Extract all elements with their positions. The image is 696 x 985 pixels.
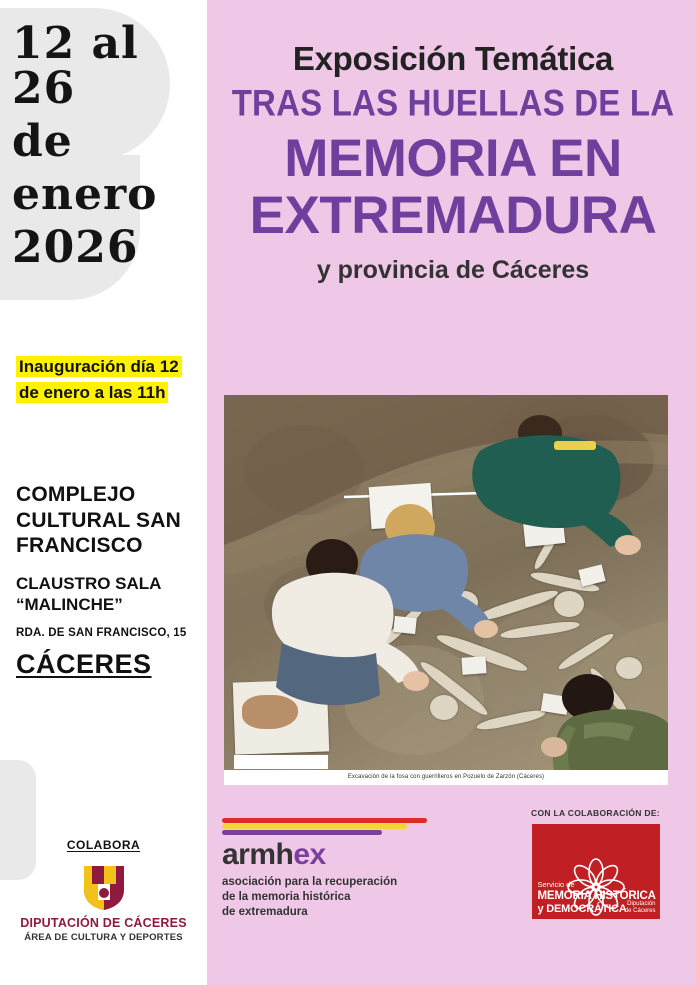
memoria-line-1: Servicio de	[537, 880, 575, 889]
memoria-line-2: MEMORIA HISTÓRICA	[537, 890, 656, 902]
excavation-photo-image	[224, 395, 668, 770]
memoria-line-3: y DEMOCRÁTICA	[537, 903, 627, 915]
photo-caption: Excavación de la fosa con guerrilleros en Pozuelo de Zarzón (Cáceres)	[224, 770, 668, 785]
armhex-wordmark	[222, 840, 472, 870]
title-subtitle: y provincia de Cáceres	[316, 256, 590, 284]
collaboration-label: CON LA COLABORACIÓN DE:	[531, 808, 660, 818]
diputacion-name: DIPUTACIÓN DE CÁCERES	[20, 916, 187, 930]
armhex-name-accent: ex	[293, 838, 326, 871]
republican-flag-icon	[222, 818, 427, 834]
armhex-tagline	[222, 875, 472, 921]
title-line-1: TRAS LAS HUELLAS DE LA	[231, 81, 675, 124]
colabora-label: COLABORA	[66, 838, 141, 852]
title-line-2: MEMORIA EN	[284, 129, 622, 188]
colabora-block	[0, 838, 207, 943]
inauguration-text: Inauguración día 12 de enero a las 11h	[16, 356, 182, 403]
venue-room-name: CLAUSTRO SALA “MALINCHE”	[16, 573, 161, 615]
armhex-logo	[222, 818, 472, 921]
memoria-diputacion-line-2: de Cáceres	[624, 908, 656, 915]
venue-complex-name: COMPLEJO CULTURAL SAN FRANCISCO	[16, 483, 181, 558]
memoria-diputacion	[625, 901, 656, 915]
title-line-3: EXTREMADURA	[249, 186, 657, 245]
archaeologists-group	[224, 395, 668, 770]
venue-address: RDA. DE SAN FRANCISCO, 15	[16, 627, 187, 640]
diputacion-shield-icon	[78, 860, 130, 912]
date-line-3: enero	[12, 168, 158, 220]
memoria-diputacion-line-1: Diputación	[627, 901, 656, 908]
date-line-1: 12 al 26	[12, 18, 139, 114]
exhibition-dates	[12, 18, 202, 273]
title-block	[222, 40, 684, 285]
diputacion-department: ÁREA DE CULTURA Y DEPORTES	[24, 932, 183, 943]
armhex-tagline-line-2: de la memoria histórica	[222, 891, 351, 904]
memoria-historica-logo	[532, 824, 660, 919]
date-line-2: de	[12, 115, 73, 167]
exhibition-kicker: Exposición Temática	[292, 40, 614, 77]
excavation-photo	[224, 395, 668, 785]
venue-city: CÁCERES	[16, 649, 152, 680]
armhex-tagline-line-3: de extremadura	[222, 906, 308, 919]
collaboration-block	[518, 808, 673, 919]
armhex-name-dark: armh	[222, 838, 294, 871]
armhex-tagline-line-1: asociación para la recuperación	[222, 876, 398, 888]
venue-block	[16, 482, 206, 680]
inauguration-note	[16, 354, 196, 407]
date-line-4: 2026	[12, 221, 139, 273]
